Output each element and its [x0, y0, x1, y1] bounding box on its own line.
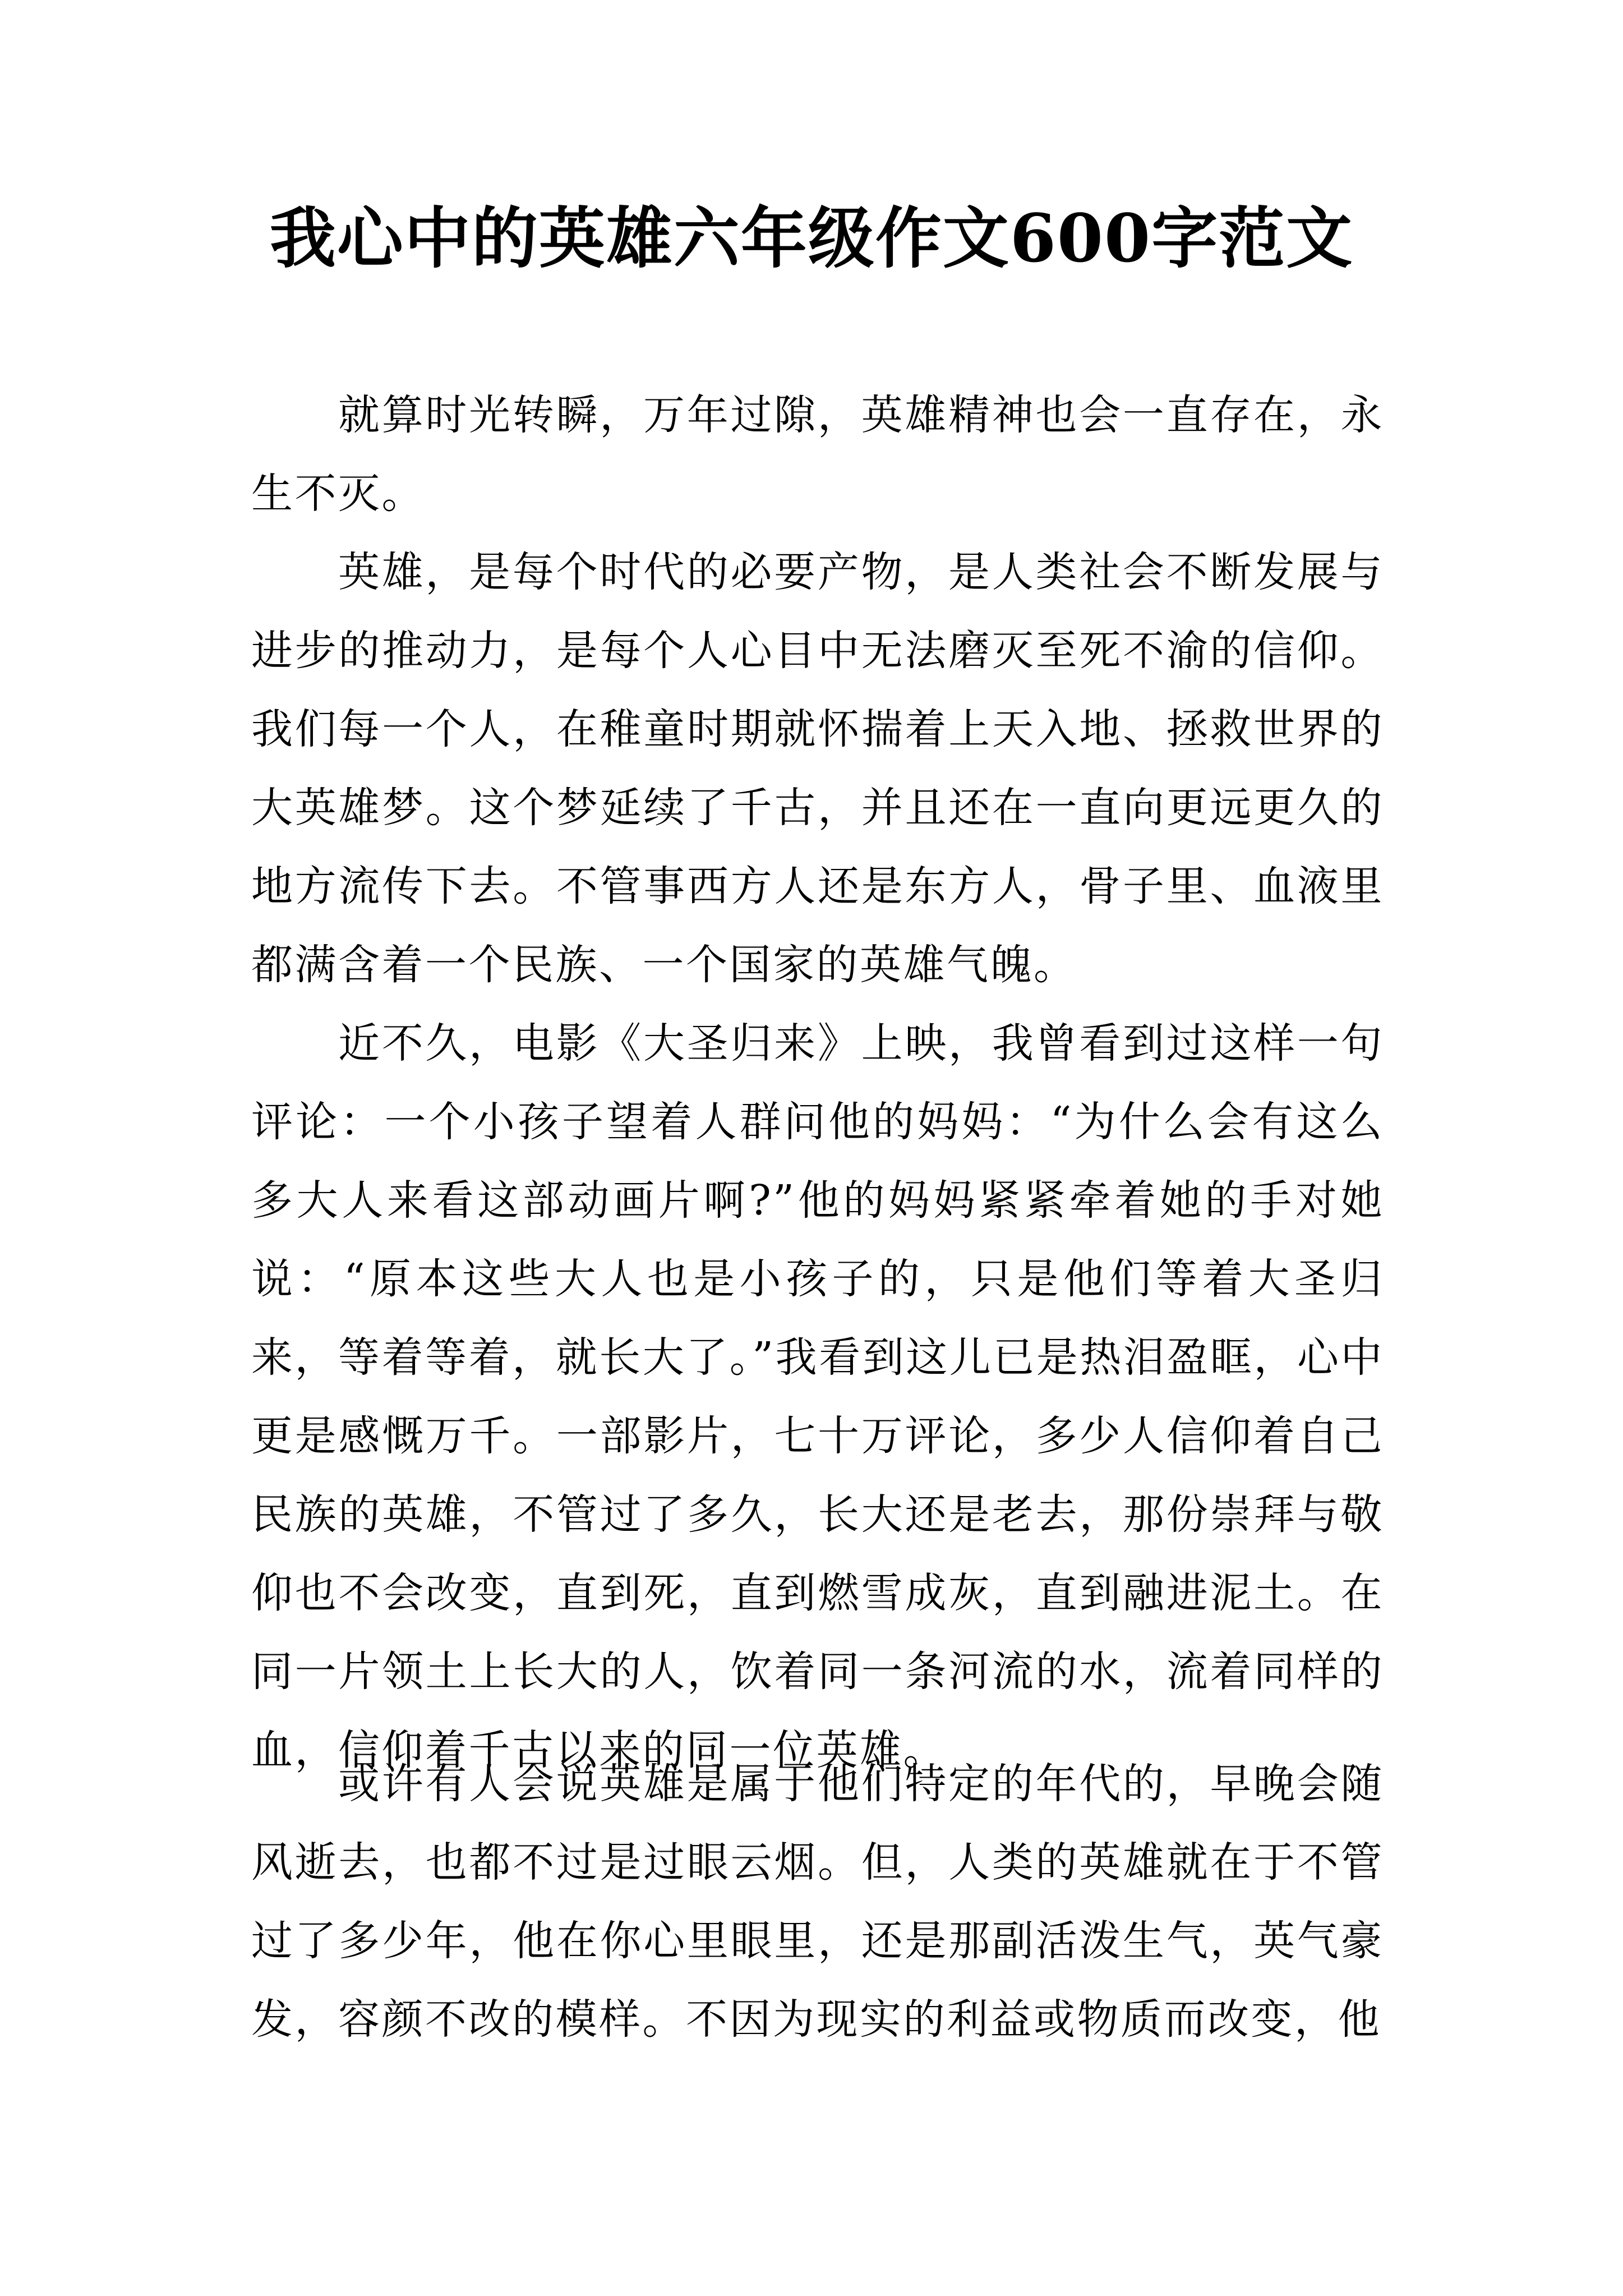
paragraph-4: 或许有人会说英雄是属于他们特定的年代的，早晚会随风逝去，也都不过是过眼云烟。但，人类的英雄就在于不管过了多少年，他在你心里眼里，还是那副活泼生气，英气豪发，容颜不改的模样。不因为现实的利益或物质而改变，他	[251, 1760, 1384, 2044]
paragraph-2: 英雄，是每个时代的必要产物，是人类社会不断发展与进步的推动力，是每个人心目中无法磨灭至死不渝的信仰。我们每一个人，在稚童时期就怀揣着上天入地、拯救世界的大英雄梦。这个梦延续了千古，并且还在一直向更远更久的地方流传下去。不管事西方人还是东方人，骨子里、血液里都满含着一个民族、一个国家的英雄气魄。	[251, 548, 1384, 989]
paragraph-1: 就算时光转瞬，万年过隙，英雄精神也会一直存在，永生不灭。	[251, 391, 1384, 518]
document-title: 我心中的英雄六年级作文600字范文	[269, 199, 1354, 277]
paragraph-3: 近不久，电影《大圣归来》上映，我曾看到过这样一句评论：一个小孩子望着人群问他的妈妈：“为什么会有这么多大人来看这部动画片啊?”他的妈妈紧紧牵着她的手对她说：“原本这些大人也是小孩子的，只是他们等着大圣归来，等着等着，就长大了。”我看到这儿已是热泪盈眶，心中更是感慨万千。一部影片，七十万评论，多少人信仰着自己民族的英雄，不管过了多久，长大还是老去，那份崇拜与敬仰也不会改变，直到死，直到燃雪成灰，直到融进泥土。在同一片领土上长大的人，饮着同一条河流的水，流着同样的血，信仰着千古以来的同一位英雄。	[251, 1019, 1384, 1774]
